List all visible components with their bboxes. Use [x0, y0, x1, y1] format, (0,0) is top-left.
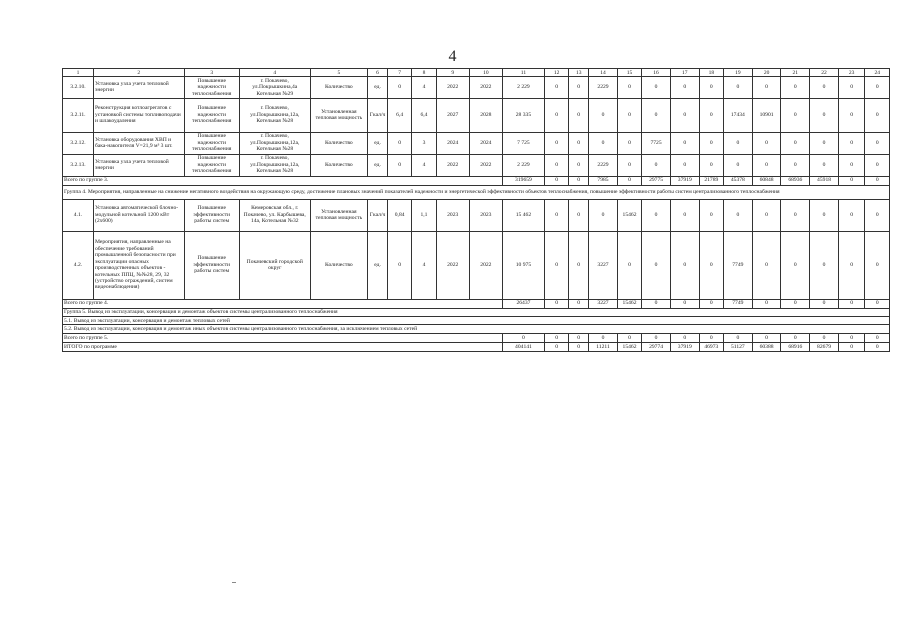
column-number-header: 14	[589, 69, 618, 77]
total-value: 0	[752, 299, 781, 308]
table-cell: 0	[865, 231, 890, 299]
table-cell: 0	[642, 231, 671, 299]
total-value: 21789	[699, 176, 723, 185]
total-value: 0	[810, 333, 839, 342]
total-value: 0	[642, 299, 671, 308]
table-cell: 0	[569, 77, 589, 98]
table-cell: 0	[865, 98, 890, 132]
total-value: 0	[502, 333, 544, 342]
table-cell: 6,4	[412, 98, 436, 132]
total-value: 15462	[617, 299, 641, 308]
table-cell: Количество	[310, 154, 367, 176]
table-cell: 0	[810, 132, 839, 154]
column-number-header: 21	[781, 69, 810, 77]
table-cell: 28 335	[502, 98, 544, 132]
table-cell: Реконструкция котлоагрегатов с установкой системы топливоподачи и шлакоудаления	[93, 98, 184, 132]
table-cell: 0	[642, 98, 671, 132]
total-value: 0	[569, 299, 589, 308]
program-table	[62, 68, 890, 352]
table-cell: Установка автоматической блочно-модульной котельной 1200 кВт (2х600)	[93, 199, 184, 231]
table-cell: 3.2.13.	[63, 154, 94, 176]
total-value: 0	[699, 333, 723, 342]
table-cell: 0	[589, 199, 618, 231]
total-label: ИТОГО по программе	[63, 342, 503, 351]
table-row	[63, 98, 890, 132]
table-cell: 0	[569, 154, 589, 176]
table-cell: г. Покачево, ул.Покрышкина,12а, Котельная №28	[239, 132, 310, 154]
total-value: 0	[865, 342, 890, 351]
table-cell: 3.2.10.	[63, 77, 94, 98]
table-cell: 2023	[436, 199, 469, 231]
program-table-container	[62, 68, 890, 352]
table-cell: 17434	[723, 98, 752, 132]
total-value: 0	[865, 333, 890, 342]
table-cell: 3.2.11.	[63, 98, 94, 132]
group-title: 5.2. Вывод из эксплуатации, консервация и демонтаж иных объектов системы централизованного теплоснабжения, за исключением тепловых сетей	[63, 325, 890, 333]
table-cell: Установленная тепловая мощность	[310, 199, 367, 231]
table-cell: 0	[838, 98, 865, 132]
table-cell: 0	[388, 132, 412, 154]
table-cell: 0	[723, 77, 752, 98]
total-value: 0	[699, 299, 723, 308]
total-value: 29774	[642, 342, 671, 351]
column-number-header: 3	[184, 69, 239, 77]
table-cell: 3.2.12.	[63, 132, 94, 154]
total-value: 82679	[810, 342, 839, 351]
table-cell: Повышение эффективности работы систем	[184, 199, 239, 231]
table-cell: 7725	[642, 132, 671, 154]
total-value: 0	[544, 342, 568, 351]
table-cell: Мероприятия, направленные на обеспечение требований промышленной безопасности при эксплуатации опасных производственных объектов - котельных ППЦ, №№28, 29, 32 (устройство ограждений, систем видеонаблюдения)	[93, 231, 184, 299]
total-value: 3227	[589, 299, 618, 308]
table-cell: 0	[723, 154, 752, 176]
table-cell: 0	[569, 132, 589, 154]
table-cell: 2022	[469, 154, 502, 176]
total-value: 0	[670, 333, 699, 342]
table-row	[63, 132, 890, 154]
total-value: 319659	[502, 176, 544, 185]
table-cell: 4.1.	[63, 199, 94, 231]
table-cell: 2024	[436, 132, 469, 154]
table-cell: 0	[752, 154, 781, 176]
table-cell: 15 462	[502, 199, 544, 231]
table-cell: 0	[699, 77, 723, 98]
table-cell: Количество	[310, 231, 367, 299]
table-cell: 4.2.	[63, 231, 94, 299]
table-cell: 0	[544, 77, 568, 98]
table-cell: 0	[544, 98, 568, 132]
total-value: 0	[810, 299, 839, 308]
table-cell: 0	[838, 231, 865, 299]
total-value: 0	[838, 176, 865, 185]
table-cell: ед.	[368, 77, 388, 98]
group-title: Группа 4. Мероприятия, направленные на снижение негативного воздействия на окружающую среду, достижение плановых значений показателей надежности и энергетической эффективности объектов теплоснабжения, повышение эффективности работы систем централизованного теплоснабжения	[63, 185, 890, 199]
table-cell: 2229	[589, 154, 618, 176]
table-cell: Установленная тепловая мощность	[310, 98, 367, 132]
group5-2-row	[63, 325, 890, 333]
table-cell: 2023	[469, 199, 502, 231]
total-value: 0	[544, 299, 568, 308]
table-cell: Кемеровская обл., г. Покачево, ул. Карбышева, 14а, Котельная №32	[239, 199, 310, 231]
group3-total-row	[63, 176, 890, 185]
column-number-header: 5	[310, 69, 367, 77]
table-cell: 0	[752, 199, 781, 231]
table-cell: Повышение надежности теплоснабжения	[184, 154, 239, 176]
table-cell: 3	[412, 132, 436, 154]
table-cell: 0	[670, 231, 699, 299]
table-cell: 0	[544, 231, 568, 299]
column-number-header: 1	[63, 69, 94, 77]
table-cell: 0	[838, 199, 865, 231]
total-value: 51127	[723, 342, 752, 351]
table-cell: 0	[544, 154, 568, 176]
table-cell: 0	[752, 77, 781, 98]
total-value: 29775	[642, 176, 671, 185]
table-cell: Гкал/ч	[368, 98, 388, 132]
table-cell: 0	[589, 98, 618, 132]
table-cell: Повышение надежности теплоснабжения	[184, 77, 239, 98]
table-cell: 4	[412, 154, 436, 176]
total-value: 0	[670, 299, 699, 308]
total-label: Всего по группе 5.	[63, 333, 503, 342]
group-title: Группа 5. Вывод из эксплуатации, консервация и демонтаж объектов системы централизованного теплоснабжения	[63, 308, 890, 316]
column-number-header: 12	[544, 69, 568, 77]
table-cell: 0	[569, 98, 589, 132]
table-cell: 2229	[589, 77, 618, 98]
table-cell: Установка оборудования ХВП и бака-накопителя V=21,9 м³ 3 шт.	[93, 132, 184, 154]
table-cell: 0	[838, 132, 865, 154]
table-cell: 0	[670, 199, 699, 231]
total-value: 68936	[781, 176, 810, 185]
table-cell: 0	[781, 199, 810, 231]
column-number-header: 9	[436, 69, 469, 77]
table-row	[63, 231, 890, 299]
column-number-header: 11	[502, 69, 544, 77]
table-cell: 10 975	[502, 231, 544, 299]
table-cell: г. Покачево, ул.Покрышкина,12а, Котельная №28	[239, 98, 310, 132]
total-label: Всего по группе 4.	[63, 299, 503, 308]
grand-total-row	[63, 342, 890, 351]
group4-title-row	[63, 185, 890, 199]
table-cell: 0	[699, 98, 723, 132]
column-number-header: 7	[388, 69, 412, 77]
total-value: 7985	[589, 176, 618, 185]
table-cell: 0	[699, 199, 723, 231]
group5-title-row	[63, 308, 890, 316]
total-value: 60848	[752, 176, 781, 185]
total-value: 0	[838, 342, 865, 351]
total-value: 45918	[810, 176, 839, 185]
column-number-header: 4	[239, 69, 310, 77]
table-cell: 0	[865, 154, 890, 176]
table-cell: 0	[781, 154, 810, 176]
table-cell: Количество	[310, 77, 367, 98]
table-cell: 0	[723, 132, 752, 154]
table-cell: 0	[810, 77, 839, 98]
column-number-header: 6	[368, 69, 388, 77]
table-body	[63, 69, 890, 352]
table-cell: 0	[670, 154, 699, 176]
table-cell: 2 229	[502, 77, 544, 98]
column-number-header: 17	[670, 69, 699, 77]
table-cell: 0	[810, 154, 839, 176]
table-cell: 0	[670, 132, 699, 154]
column-number-header: 18	[699, 69, 723, 77]
table-cell: 0	[781, 77, 810, 98]
table-cell: Количество	[310, 132, 367, 154]
column-number-header: 23	[838, 69, 865, 77]
table-cell: 0	[544, 199, 568, 231]
table-cell: 0	[838, 77, 865, 98]
table-row	[63, 154, 890, 176]
table-cell: 0	[388, 77, 412, 98]
total-value: 15462	[617, 342, 641, 351]
table-cell: Повышение надежности теплоснабжения	[184, 98, 239, 132]
table-cell: 0	[569, 231, 589, 299]
table-cell: ед.	[368, 132, 388, 154]
table-cell: Покачевский городской округ	[239, 231, 310, 299]
table-header-row	[63, 69, 890, 77]
total-value: 0	[838, 299, 865, 308]
table-cell: 0	[810, 199, 839, 231]
total-value: 0	[569, 176, 589, 185]
table-cell: 6,4	[388, 98, 412, 132]
table-cell: 0	[865, 199, 890, 231]
table-cell: 1,1	[412, 199, 436, 231]
table-cell: 0	[752, 132, 781, 154]
table-cell: 0	[781, 132, 810, 154]
total-label: Всего по группе 3.	[63, 176, 503, 185]
table-cell: 0	[865, 77, 890, 98]
table-cell: 2022	[436, 77, 469, 98]
table-cell: 7 725	[502, 132, 544, 154]
total-value: 11211	[589, 342, 618, 351]
group5-total-row	[63, 333, 890, 342]
table-cell: 0	[865, 132, 890, 154]
total-value: 68916	[781, 342, 810, 351]
table-cell: 0	[388, 154, 412, 176]
table-cell: Гкал/ч	[368, 199, 388, 231]
table-cell: 2024	[469, 132, 502, 154]
table-cell: 2027	[436, 98, 469, 132]
total-value: 45378	[723, 176, 752, 185]
total-value: 60388	[752, 342, 781, 351]
table-cell: 7749	[723, 231, 752, 299]
table-cell: г. Покачево, ул.Покрышкина,4а Котельная №29	[239, 77, 310, 98]
total-value: 404141	[502, 342, 544, 351]
total-value: 0	[569, 333, 589, 342]
total-value: 0	[752, 333, 781, 342]
table-cell: 0	[781, 98, 810, 132]
table-cell: 0	[617, 77, 641, 98]
table-cell: 4	[412, 231, 436, 299]
table-cell: 0	[589, 132, 618, 154]
table-cell: 0	[642, 199, 671, 231]
column-number-header: 24	[865, 69, 890, 77]
table-cell: 0,84	[388, 199, 412, 231]
column-number-header: 13	[569, 69, 589, 77]
total-value: 0	[642, 333, 671, 342]
page-number: 4	[448, 48, 457, 65]
table-cell: 0	[699, 231, 723, 299]
table-cell: 0	[838, 154, 865, 176]
table-cell: 0	[699, 154, 723, 176]
total-value: 0	[569, 342, 589, 351]
table-cell: 2028	[469, 98, 502, 132]
group5-1-row	[63, 317, 890, 325]
table-cell: г. Покачево, ул.Покрышкина,12а, Котельная №28	[239, 154, 310, 176]
column-number-header: 19	[723, 69, 752, 77]
total-value: 0	[617, 333, 641, 342]
table-cell: 0	[781, 231, 810, 299]
table-cell: 0	[670, 98, 699, 132]
total-value: 0	[589, 333, 618, 342]
table-cell: 0	[617, 132, 641, 154]
table-cell: ед.	[368, 231, 388, 299]
column-number-header: 8	[412, 69, 436, 77]
total-value: 0	[838, 333, 865, 342]
group4-total-row	[63, 299, 890, 308]
total-value: 0	[544, 176, 568, 185]
table-cell: Повышение эффективности работы систем	[184, 231, 239, 299]
table-cell: 0	[569, 199, 589, 231]
table-row	[63, 199, 890, 231]
table-cell: 0	[810, 98, 839, 132]
total-value: 7749	[723, 299, 752, 308]
table-cell: 0	[810, 231, 839, 299]
table-cell: 3227	[589, 231, 618, 299]
column-number-header: 16	[642, 69, 671, 77]
table-cell: 0	[617, 154, 641, 176]
table-cell: 0	[642, 77, 671, 98]
table-cell: 2022	[469, 77, 502, 98]
table-cell: 0	[544, 132, 568, 154]
total-value: 0	[865, 176, 890, 185]
column-number-header: 20	[752, 69, 781, 77]
column-number-header: 10	[469, 69, 502, 77]
table-row	[63, 77, 890, 98]
table-cell: 15462	[617, 199, 641, 231]
total-value: 26437	[502, 299, 544, 308]
table-cell: 0	[642, 154, 671, 176]
total-value: 46973	[699, 342, 723, 351]
table-cell: 2022	[469, 231, 502, 299]
total-value: 0	[865, 299, 890, 308]
table-cell: 0	[699, 132, 723, 154]
total-value: 0	[723, 333, 752, 342]
total-value: 0	[781, 333, 810, 342]
table-cell: Повышение надежности теплоснабжения	[184, 132, 239, 154]
column-number-header: 22	[810, 69, 839, 77]
table-cell: Установка узла учета тепловой энергии	[93, 154, 184, 176]
table-cell: 2 229	[502, 154, 544, 176]
table-cell: 4	[412, 77, 436, 98]
table-cell: 0	[723, 199, 752, 231]
table-cell: 10901	[752, 98, 781, 132]
group-title: 5.1. Вывод из эксплуатации, консервация и демонтаж тепловых сетей	[63, 317, 890, 325]
table-cell: 0	[670, 77, 699, 98]
total-value: 0	[781, 299, 810, 308]
table-cell: ед.	[368, 154, 388, 176]
table-cell: 0	[752, 231, 781, 299]
total-value: 0	[617, 176, 641, 185]
table-cell: 2022	[436, 231, 469, 299]
column-number-header: 2	[93, 69, 184, 77]
column-number-header: 15	[617, 69, 641, 77]
total-value: 37919	[670, 342, 699, 351]
table-cell: Установка узла учета тепловой энергии	[93, 77, 184, 98]
total-value: 37919	[670, 176, 699, 185]
scan-artifact	[232, 582, 236, 583]
table-cell: 0	[617, 231, 641, 299]
table-cell: 2022	[436, 154, 469, 176]
table-cell: 0	[617, 98, 641, 132]
table-cell: 0	[388, 231, 412, 299]
total-value: 0	[544, 333, 568, 342]
